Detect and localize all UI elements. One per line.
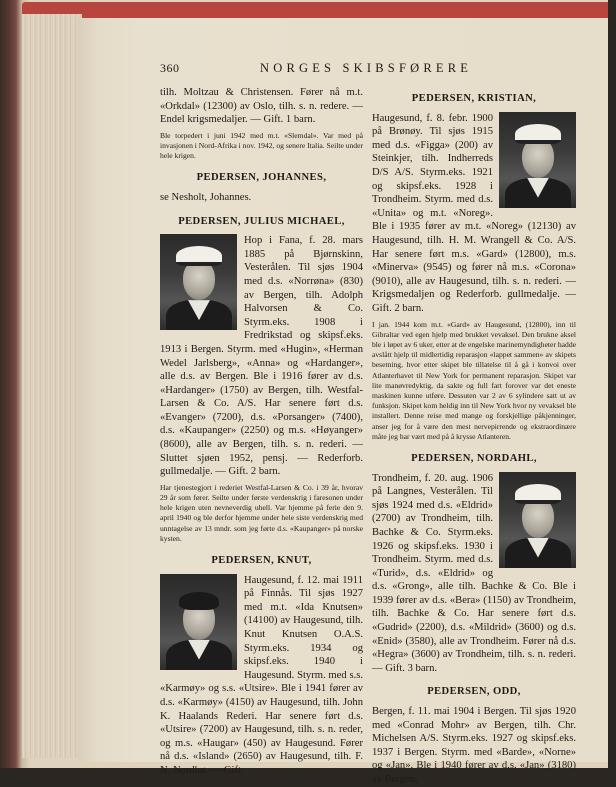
book-right-edge	[608, 0, 616, 768]
portrait-julius-michael	[160, 234, 237, 330]
entry-text-knut: Haugesund, f. 12. mai 1911 på Finnås. Til sjøs 1927 med m.t. «Ida Knutsen» (14100) av Haugesund, tilh. Knut Knutsen O.A.S. Styrm.eks. 1934 og skipsf.eks. 1940 i Haugesund. Styrm. med s.s. «Karmøy» og s.s. «Utsire». Ble i 1941 fører av d.s. «Karmøy» (4150) av Haugesund, tilh. John K. Haalands Rederi. Har senere ført d.s. «Utsire» (7200) av Haugesund, tilh. s. n. reder, og m.s. «Haugar» (450) av Haugesund. Fører nå d.s. «Island» (2650) av Haugesund, tilh. F. N. Nordbø. — Gift.	[160, 574, 363, 776]
page-stack	[22, 14, 82, 758]
entry-continuation-note: Ble torpedert i juni 1942 med m.t. «Slemdal». Var med på invasjonen i Nord-Afrika i nov. 1942, og senere Italia. Seilte under hele krigen.	[160, 130, 364, 161]
right-column	[372, 86, 576, 787]
portrait-nordahl	[499, 472, 576, 568]
entry-text-odd: Bergen, f. 11. mai 1904 i Bergen. Til sjøs 1920 med «Conrad Mohr» av Bergen, tilh. Chr. Michelsen A/S. Styrm.eks. 1927 og skipsf.eks. 1937 i Bergen. Styrm. med «Barde», «Norne» og «Jan». Ble i 1940 fører av d.s. «Jan» (3180) av Bergen,	[372, 706, 576, 785]
portrait-knut	[160, 574, 237, 670]
running-title: NORGES SKIBSFØRERE	[260, 61, 473, 75]
entry-heading-julius-michael: PEDERSEN, JULIUS MICHAEL,	[178, 215, 345, 227]
entry-heading-odd: PEDERSEN, ODD,	[427, 686, 521, 698]
page-number: 360	[160, 61, 180, 75]
portrait-kristian	[499, 112, 576, 208]
entry-heading-nordahl: PEDERSEN, NORDAHL,	[411, 452, 537, 464]
entry-heading-knut: PEDERSEN, KNUT,	[211, 555, 312, 567]
entry-heading-johannes: PEDERSEN, JOHANNES,	[196, 172, 327, 184]
entry-heading-kristian: PEDERSEN, KRISTIAN,	[411, 93, 537, 104]
entry-text-nordahl: Trondheim, f. 20. aug. 1906 på Langnes, Vesterålen. Til sjøs 1924 med d.s. «Eldrid» (2700) av Trondheim, tilh. Bachke & Co. Styrm.eks. 1926 og skipsf.eks. 1930 i Trondheim. Styrm. med d.s. «Turid», d.s. «Eldrid» og d.s. «Grong», alle tilh. Bachke & Co. Ble i 1939 fører av d.s. «Bera» (1150) av Trondheim, tilh. Bachke & Co. Har senere ført d.s. «Gudrid» (2200), d.s. «Mildrid» (3600) og d.s. «Enid» (3580), alle av Trondheim. Fører nå d.s. «Hegra» (3600) av Trondheim, tilh. s. n. rederi. — Gift. 3 barn.	[372, 472, 576, 674]
entry-text-kristian: Haugesund, f. 8. febr. 1900 på Brønøy. Til sjøs 1915 med d.s. «Figga» (200) av Steinkjer, tilh. Indherreds D/S A/S. Styrm.eks. 1921 og skipsf.eks. 1928 i Trondheim. Styrm. med d.s. «Unita» og m.t. «Noreg». Ble i 1935 fører av m.t. «Noreg» (12130) av Haugesund, tilh. H. M. Wrangell & Co. A/S. Har senere ført m.s. «Gard» (12800), m.s. «Minerva» (9545) og fører nå m.s. «Corona» (9010), alle av Haugesund, tilh. s. n. rederi. — Krigsmedaljen og Rederforb. gullmedalje. — Gift. 2 barn.	[372, 112, 576, 314]
left-column	[160, 86, 363, 778]
entry-continuation-text: tilh. Moltzau & Christensen. Fører nå m.t. «Orkdal» (12300) av Oslo, tilh. s. n. redere. — Endel krigsmedaljer. — Gift. 1 barn.	[160, 87, 363, 126]
entry-text-johannes: se Nesholt, Johannes.	[160, 191, 252, 203]
entry-text-julius-michael: Hop i Fana, f. 28. mars 1885 på Bjørnskinn, Vesterålen. Til sjøs 1904 med d.s. «Norrøna» (830) av Bergen, tilh. Adolph Halvorsen & Co. Styrm.eks. 1908 i Fredrikstad og skipsf.eks. 1913 i Bergen. Styrm. med «Hugin», «Herman Wedel Jarlsberg», «Anna» og «Hardanger», alle d.s. av Bergen. Ble i 1916 fører av d.s. «Hardanger» (1750) av Bergen, tilh. Westfal-Larsen & Co. A/S. Har senere ført d.s. «Evanger» (7200), d.s. «Porsanger» (7400), d.s. «Kaupanger» (2250) og m.s. «Høyanger» (8600), alle av Bergen, tilh. s. n. rederi. — Sluttet sjøen 1952, pensj. — Rederforb. gullmedalje. — Gift. 2 barn.	[160, 235, 363, 478]
entry-note-kristian: I jan. 1944 kom m.t. «Gard» av Haugesund, (12800), inn til Gibraltar ved egen hjelp med brukket vevaksel. Den brukne aksel ble i løpet av 6 uker, etter at de engelske marinemyndigheter hadde avslått hjelp til midlertidig reparasjon «lappet sammen» av skipets besetning, hvor etter skipet ble tillatelse til å gå i konvoi over Atlanterhavet til New York for permanent reparasjon. Skipet var lite manøvredyktig, da sakte og full fart forover var det eneste maskinen kunne utføre. Dessuten var 2 av 6 sylindere satt ut av funksjon. Skipet kom heldig inn til New York hvor ny vevaksel ble installert. Denne reise med mange og forskjellige påkjenninger, anser jeg for å være den mest nervepirrende og ekstraordinære måte jeg har vært med på å krysse Atlanteren.	[372, 319, 576, 441]
entry-note-julius-michael: Har tjenestegjort i rederiet Westfal-Larsen & Co. i 39 år, hvorav 29 år som fører. Seilte under første verdenskrig i faresonen under hele krigen uten nevneverdig uhell. Var hjemme på ferie den 9. april 1940 og ble derfor hjemme under hele siste verdenskrig med unntagelse av 13 mndr. som jeg førte d.s. «Kaupanger» på norske kysten.	[160, 482, 363, 543]
